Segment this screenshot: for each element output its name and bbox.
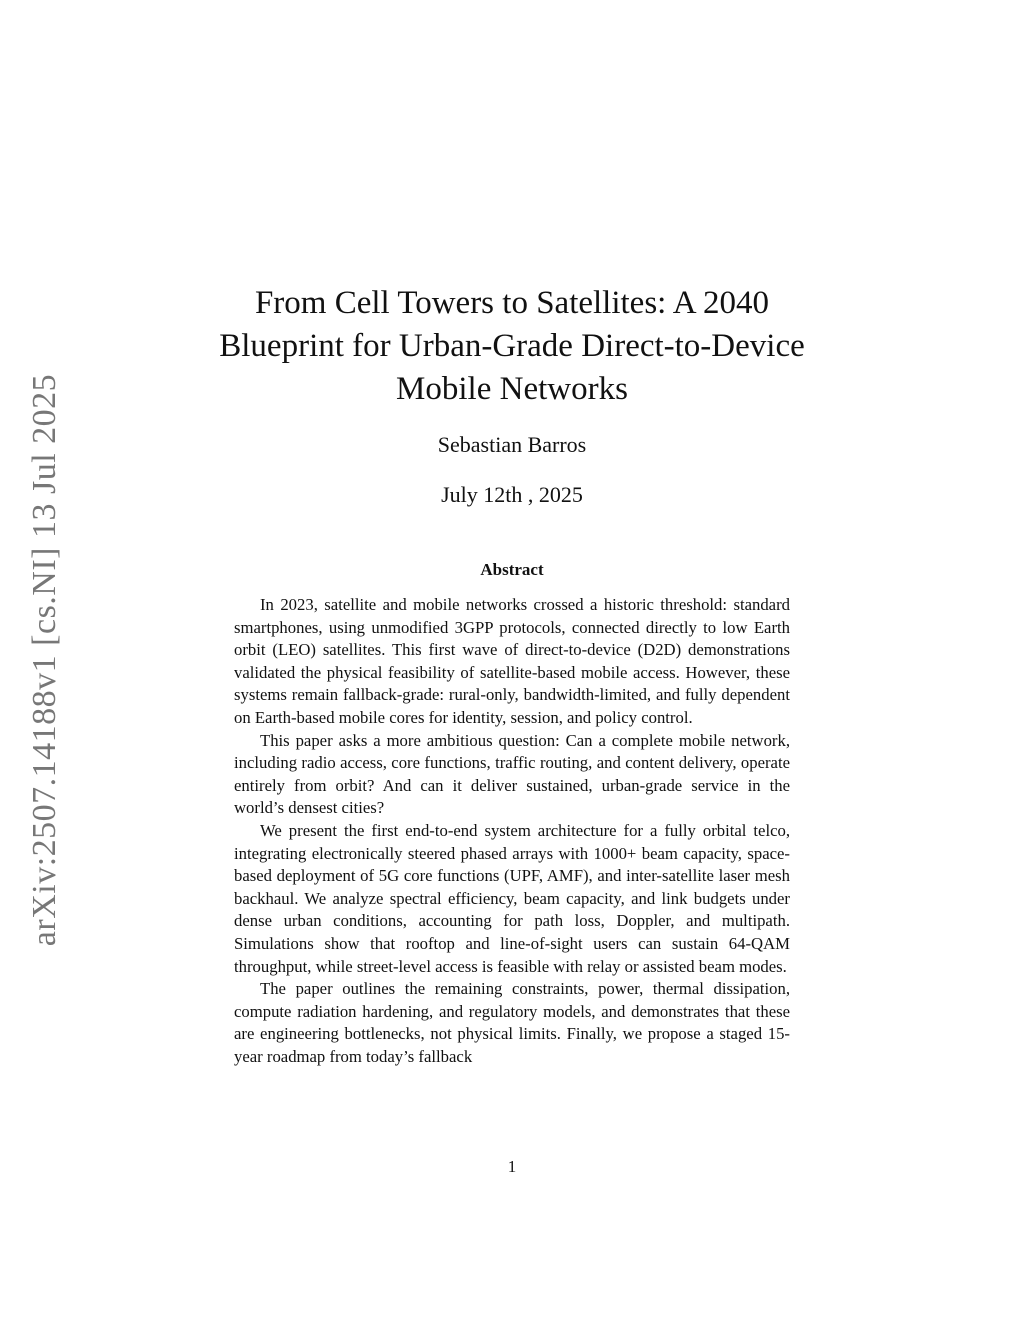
title-line-1: From Cell Towers to Satellites: A 2040 (254, 285, 770, 321)
abstract-body (234, 594, 790, 1068)
abstract-paragraph: In 2023, satellite and mobile networks crossed a historic threshold: standard smartphones, using unmodified 3GPP protocols, connected directly to low Earth orbit (LEO) satellites. This first wave of direct-to-device (D2D) demonstrations validated the physical feasibility of satellite-based mobile access. However, these systems remain fallback-grade: rural-only, bandwidth-limited, and fully dependent on Earth-based mobile cores for identity, session, and policy control. (234, 595, 790, 727)
abstract-paragraph: The paper outlines the remaining constraints, power, thermal dissipation, compute radiation hardening, and regulatory models, and demonstrates that these are engineering bottlenecks, not physical limits. Finally, we propose a staged 15-year roadmap from today’s fallback (234, 979, 790, 1066)
abstract-paragraph: This paper asks a more ambitious question: Can a complete mobile network, including radio access, core functions, traffic routing, and content delivery, operate entirely from orbit? And can it deliver sustained, urban-grade service in the world’s densest cities? (234, 730, 790, 818)
abstract-heading: Abstract (480, 560, 544, 579)
arxiv-identifier: arXiv:2507.14188v1 [cs.NI] 13 Jul 2025 (26, 373, 63, 947)
paper-title (180, 282, 844, 411)
page-number: 1 (507, 1157, 517, 1176)
author-name: Sebastian Barros (437, 432, 587, 457)
abstract-paragraph: We present the first end-to-end system architecture for a fully orbital telco, integrating electronically steered phased arrays with 1000+ beam capacity, space-based deployment of 5G core functions (UPF, AMF), and inter-satellite laser mesh backhaul. We analyze spectral efficiency, beam capacity, and link budgets under dense urban conditions, accounting for path loss, Doppler, and multipath. Simulations show that rooftop and line-of-sight users can sustain 64-QAM throughput, while street-level access is feasible with relay or assisted beam modes. (234, 820, 790, 976)
publication-date: July 12th , 2025 (441, 482, 583, 507)
title-line-3: Mobile Networks (396, 371, 628, 407)
title-line-2: Blueprint for Urban-Grade Direct-to-Device (219, 328, 805, 364)
